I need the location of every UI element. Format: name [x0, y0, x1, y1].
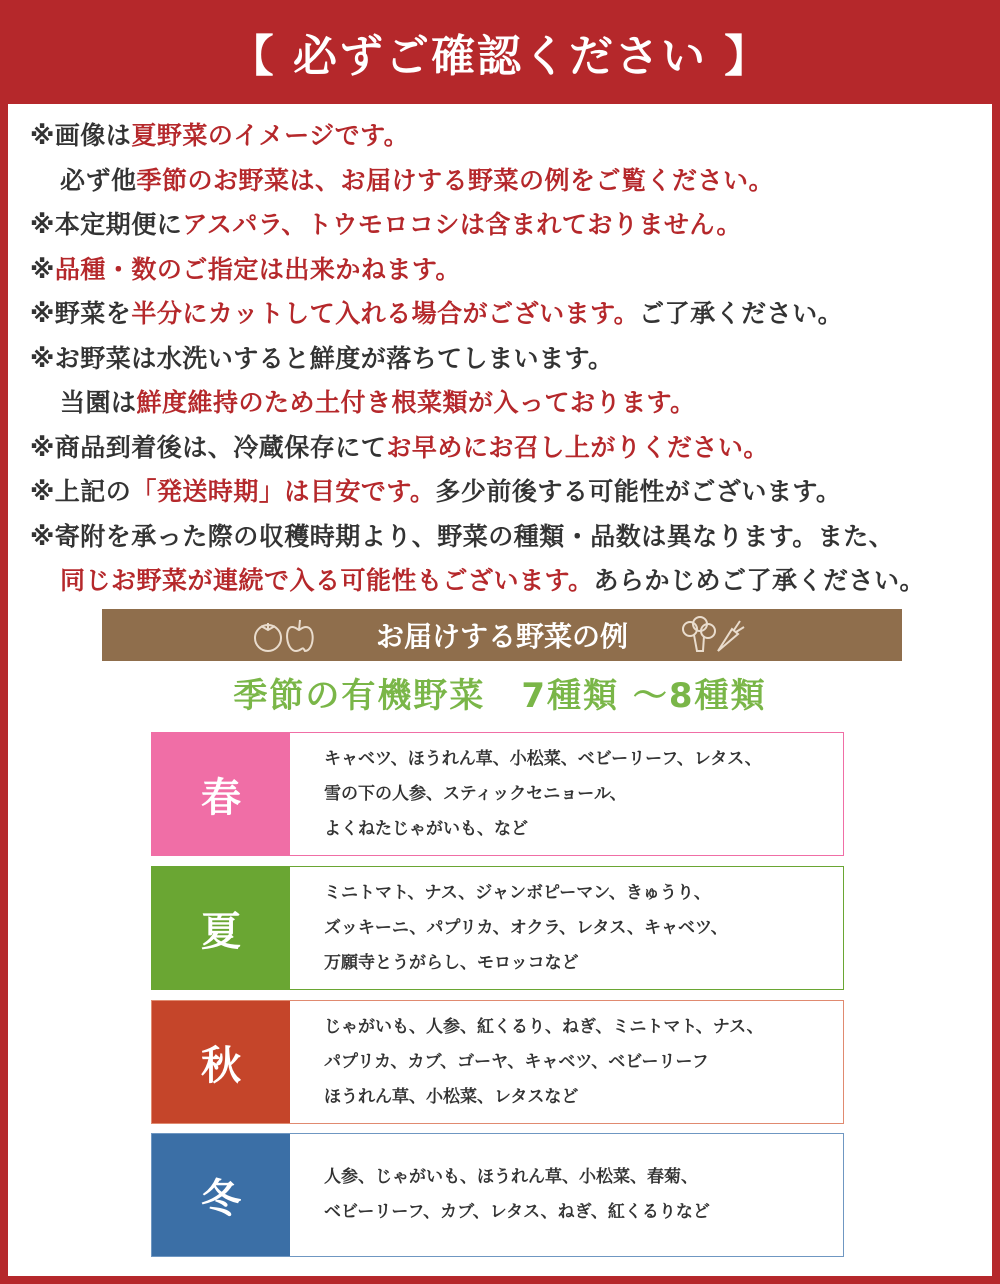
season-label: 秋 — [152, 1001, 290, 1123]
notice-highlight: アスパラ、トウモロコシは含まれておりません。 — [182, 210, 742, 239]
banner-title: お届けする野菜の例 — [375, 620, 628, 653]
notice-highlight: お早めにお召し上がりください。 — [386, 432, 769, 462]
notice-highlight: 夏野菜のイメージです。 — [131, 121, 410, 150]
vegetable-line: じゃがいも、人参、紅くるり、ねぎ、ミニトマト、ナス、 — [324, 1016, 764, 1037]
notice-line — [30, 337, 980, 382]
notice-line — [30, 515, 980, 560]
season-row-autumn — [151, 1000, 844, 1124]
notice-line — [30, 426, 980, 471]
notice-text: ※本定期便に — [30, 210, 183, 239]
notice-text: ※野菜を — [30, 299, 132, 328]
notice-text: ※お野菜は水洗いすると鮮度が落ちてしまいます。 — [30, 343, 614, 373]
notice-highlight: 「発送時期」は目安です。 — [131, 477, 436, 506]
notice-text: ※商品到着後は、冷蔵保存にて — [30, 432, 387, 462]
notice-highlight: 鮮度維持のため土付き根菜類が入っております。 — [136, 388, 696, 417]
bell-pepper-icon — [287, 620, 313, 651]
season-row-spring — [151, 732, 844, 856]
vegetable-line: ミニトマト、ナス、ジャンボピーマン、きゅうり、 — [324, 882, 711, 903]
vegetable-line: キャベツ、ほうれん草、小松菜、ベビーリーフ、レタス、 — [324, 748, 762, 769]
notice-highlight: 同じお野菜が連続で入る可能性もございます。 — [60, 566, 594, 595]
notice-line — [30, 248, 980, 293]
notice-text: ※寄附を承った際の収穫時期より、野菜の種類・品数は異なります。また、 — [30, 521, 895, 551]
carrot-icon — [718, 621, 744, 651]
notice-highlight: 半分にカットして入れる場合がございます。 — [131, 299, 640, 328]
notice-line — [30, 559, 980, 604]
banner-deco-right — [678, 615, 750, 655]
notice-line — [30, 159, 980, 204]
notice-line — [30, 203, 980, 248]
broccoli-icon — [683, 617, 715, 651]
season-label: 冬 — [152, 1134, 290, 1256]
season-row-winter — [151, 1133, 844, 1257]
notice-line — [30, 470, 980, 515]
notice-list — [30, 114, 980, 604]
notice-text: あらかじめご了承ください。 — [593, 566, 926, 595]
vegetable-line: 雪の下の人参、スティックセニョール、 — [324, 783, 627, 804]
tomato-icon — [255, 623, 281, 651]
banner-deco-left — [250, 615, 322, 655]
notice-line — [30, 292, 980, 337]
vegetable-line: 万願寺とうがらし、モロッコなど — [324, 952, 579, 973]
season-row-summer — [151, 866, 844, 990]
vegetable-line: よくねたじゃがいも、など — [324, 818, 528, 839]
notice-highlight: 品種・数のご指定は出来かねます。 — [54, 254, 461, 284]
vegetable-line: ほうれん草、小松菜、レタスなど — [324, 1086, 579, 1107]
notice-text: ※上記の — [30, 477, 132, 506]
notice-text: 必ず他 — [60, 165, 137, 195]
season-label: 春 — [152, 733, 290, 855]
season-vegetables — [290, 733, 843, 855]
notice-text: 多少前後する可能性がございます。 — [435, 477, 842, 506]
vegetable-line: 人参、じゃがいも、ほうれん草、小松菜、春菊、 — [324, 1167, 698, 1187]
notice-text: ※画像は — [30, 121, 132, 150]
notice-line — [30, 381, 980, 426]
season-vegetables — [290, 1134, 843, 1256]
season-label: 夏 — [152, 867, 290, 989]
example-banner — [102, 609, 902, 661]
vegetable-line: ベビーリーフ、カブ、レタス、ねぎ、紅くるりなど — [324, 1202, 710, 1222]
season-vegetables — [290, 867, 843, 989]
notice-text: ※ — [30, 254, 55, 284]
notice-text: ご了承ください。 — [639, 299, 844, 328]
vegetable-line: パプリカ、カブ、ゴーヤ、キャベツ、ベビーリーフ — [324, 1051, 709, 1072]
notice-highlight: 季節のお野菜は、お届けする野菜の例をご覧ください。 — [136, 165, 775, 195]
page-title: 【 必ずご確認ください 】 — [0, 0, 1000, 104]
vegetable-line: ズッキーニ、パプリカ、オクラ、レタス、キャベツ、 — [324, 917, 728, 938]
subtitle: 季節の有機野菜 7種類 ～8種類 — [233, 676, 767, 716]
season-vegetables — [290, 1001, 843, 1123]
notice-text: 当園は — [60, 388, 137, 417]
notice-line — [30, 114, 980, 159]
